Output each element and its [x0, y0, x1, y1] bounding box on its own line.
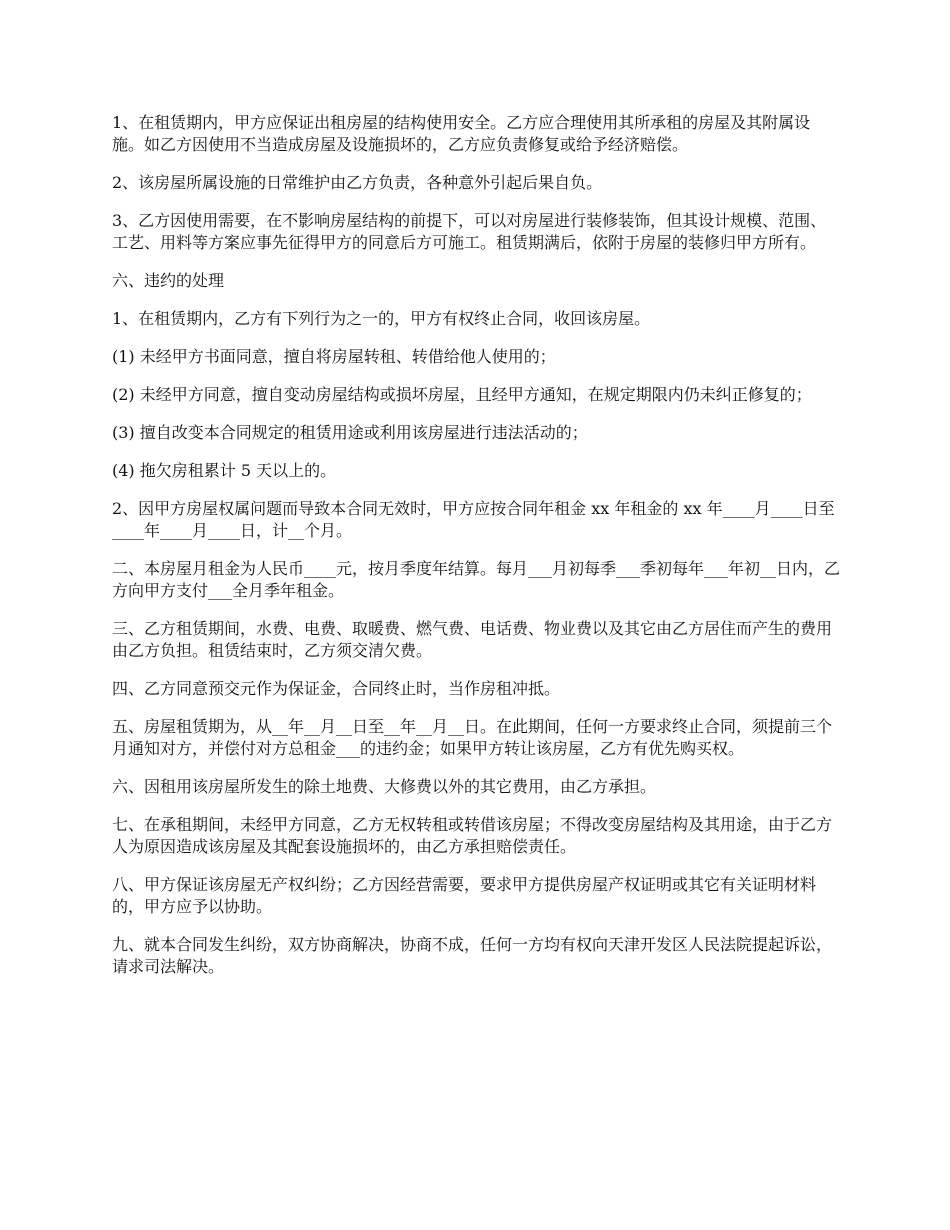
sub-clause-paragraph: (3) 擅自改变本合同规定的租赁用途或利用该房屋进行违法活动的；: [112, 423, 588, 442]
clause-paragraph: 2、因甲方房屋权属问题而导致本合同无效时，甲方应按合同年租金 xx 年租金的 xx 年____月____日至____年____月____日，计__个月。: [112, 499, 835, 540]
section-heading: 六、违约的处理: [112, 271, 225, 290]
clause-paragraph: 九、就本合同发生纠纷，双方协商解决，协商不成，任何一方均有权向天津开发区人民法院提起诉讼，请求司法解决。: [112, 935, 833, 976]
sub-clause-paragraph: (2) 未经甲方同意，擅自变动房屋结构或损坏房屋，且经甲方通知，在规定期限内仍未纠正修复的；: [112, 385, 812, 404]
clause-paragraph: 八、甲方保证该房屋无产权纠纷；乙方因经营需要，要求甲方提供房屋产权证明或其它有关证明材料的，甲方应予以协助。: [112, 875, 817, 916]
clause-paragraph: 三、乙方租赁期间，水费、电费、取暖费、燃气费、电话费、物业费以及其它由乙方居住而产生的费用由乙方负担。租赁结束时，乙方须交清欠费。: [112, 619, 833, 660]
clause-paragraph: 六、因租用该房屋所发生的除土地费、大修费以外的其它费用，由乙方承担。: [112, 777, 657, 796]
clause-paragraph: 1、在租赁期内，乙方有下列行为之一的，甲方有权终止合同，收回该房屋。: [112, 309, 651, 328]
clause-paragraph: 1、在租赁期内，甲方应保证出租房屋的结构使用安全。乙方应合理使用其所承租的房屋及其附属设施。如乙方因使用不当造成房屋及设施损坏的，乙方应负责修复或给予经济赔偿。: [112, 113, 811, 154]
sub-clause-paragraph: (1) 未经甲方书面同意，擅自将房屋转租、转借给他人使用的；: [112, 347, 556, 366]
clause-paragraph: 3、乙方因使用需要，在不影响房屋结构的前提下，可以对房屋进行装修装饰，但其设计规模、范围、工艺、用料等方案应事先征得甲方的同意后方可施工。租赁期满后，依附于房屋的装修归甲方所有。: [112, 211, 827, 252]
sub-clause-paragraph: (4) 拖欠房租累计 5 天以上的。: [112, 461, 337, 480]
clause-paragraph: 四、乙方同意预交元作为保证金，合同终止时，当作房租冲抵。: [112, 679, 561, 698]
clause-paragraph: 2、该房屋所属设施的日常维护由乙方负责，各种意外引起后果自负。: [112, 173, 603, 192]
clause-paragraph: 五、房屋租赁期为，从__年__月__日至__年__月__日。在此期间，任何一方要求终止合同，须提前三个月通知对方，并偿付对方总租金___的违约金；如果甲方转让该房屋，乙方有优先购买权。: [112, 717, 833, 758]
clause-paragraph: 二、本房屋月租金为人民币____元，按月季度年结算。每月___月初每季___季初每年___年初__日内，乙方向甲方支付___全月季年租金。: [112, 559, 841, 600]
document-body: [112, 112, 840, 994]
clause-paragraph: 七、在承租期间，未经甲方同意，乙方无权转租或转借该房屋；不得改变房屋结构及其用途，由于乙方人为原因造成该房屋及其配套设施损坏的，由乙方承担赔偿责任。: [112, 815, 833, 856]
